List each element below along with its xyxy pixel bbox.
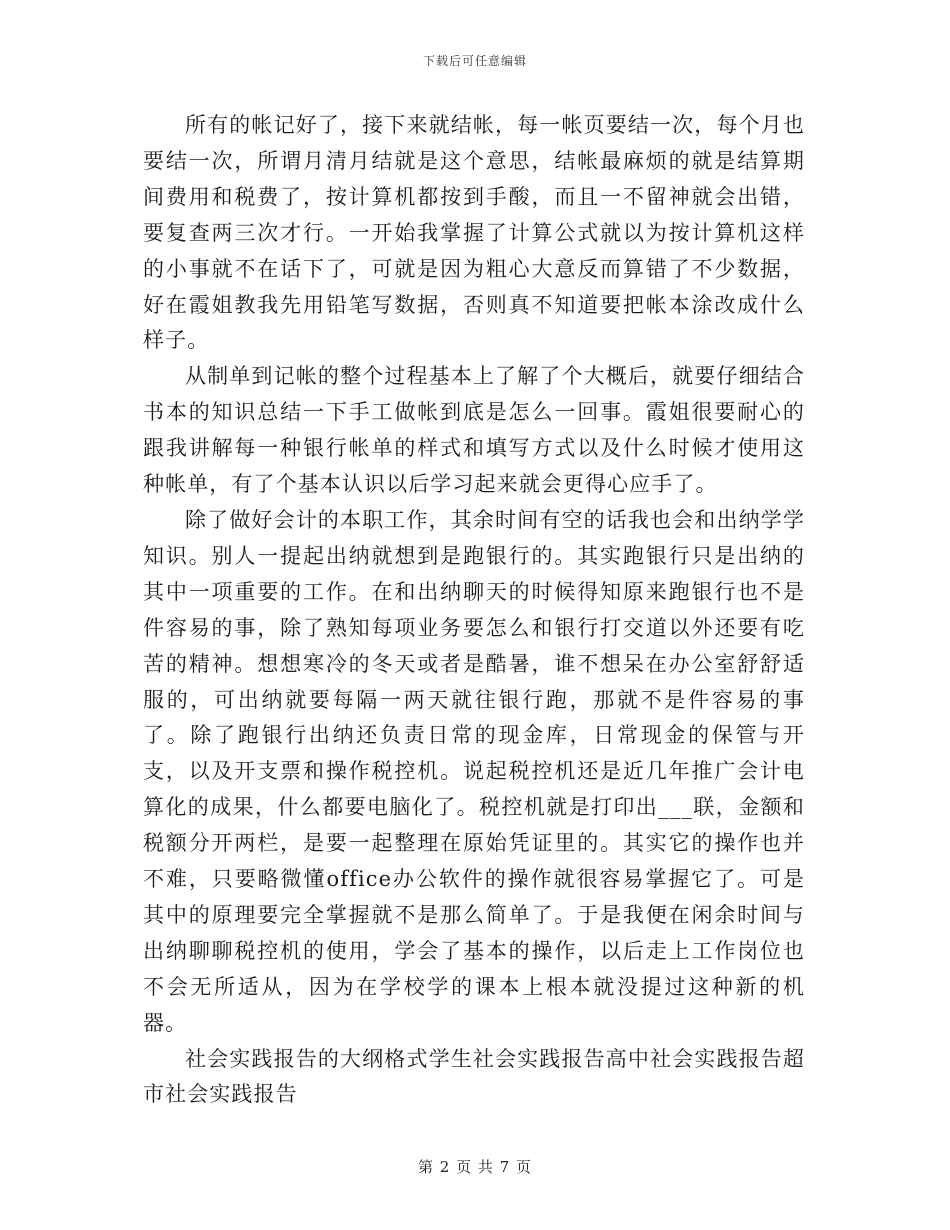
page-header-note: 下载后可任意编辑: [422, 54, 527, 68]
document-body: [143, 108, 805, 1113]
paragraph-related-links: 社会实践报告的大纲格式学生社会实践报告高中社会实践报告超市社会实践报告: [143, 1046, 805, 1107]
paragraph-bookkeeping-process: 从制单到记帐的整个过程基本上了解了个大概后，就要仔细结合书本的知识总结一下手工做帐到底是怎么一回事。霞姐很要耐心的跟我讲解每一种银行帐单的样式和填写方式以及什么时候才使用这种帐单，有了个基本认识以后学习起来就会更得心应手了。: [143, 364, 805, 497]
page-number: 第 2 页 共 7 页: [418, 1158, 532, 1176]
paragraph-closing-accounts: 所有的帐记好了，接下来就结帐，每一帐页要结一次，每个月也要结一次，所谓月清月结就是这个意思，结帐最麻烦的就是结算期间费用和税费了，按计算机都按到手酸，而且一不留神就会出错，要复查两三次才行。一开始我掌握了计算公式就以为按计算机这样的小事就不在话下了，可就是因为粗心大意反而算错了不少数据，好在霞姐教我先用铅笔写数据，否则真不知道要把帐本涂改成什么样子。: [143, 113, 805, 353]
paragraph-cashier-work: 除了做好会计的本职工作，其余时间有空的话我也会和出纳学学知识。别人一提起出纳就想到是跑银行的。其实跑银行只是出纳的其中一项重要的工作。在和出纳聊天的时候得知原来跑银行也不是件容易的事，除了熟知每项业务要怎么和银行打交道以外还要有吃苦的精神。想想寒冷的冬天或者是酷暑，谁不想呆在办公室舒舒适服的，可出纳就要每隔一两天就往银行跑，那就不是件容易的事了。除了跑银行出纳还负责日常的现金库，日常现金的保管与开支，以及开支票和操作税控机。说起税控机还是近几年推广会计电算化的成果，什么都要电脑化了。税控机就是打印出___联，金额和税额分开两栏，是要一起整理在原始凭证里的。其实它的操作也并不难，只要略微懂office办公软件的操作就很容易掌握它了。可是其中的原理要完全掌握就不是那么简单了。于是我便在闲余时间与出纳聊聊税控机的使用，学会了基本的操作，以后走上工作岗位也不会无所适从，因为在学校学的课本上根本就没提过这种新的机器。: [143, 507, 805, 1035]
